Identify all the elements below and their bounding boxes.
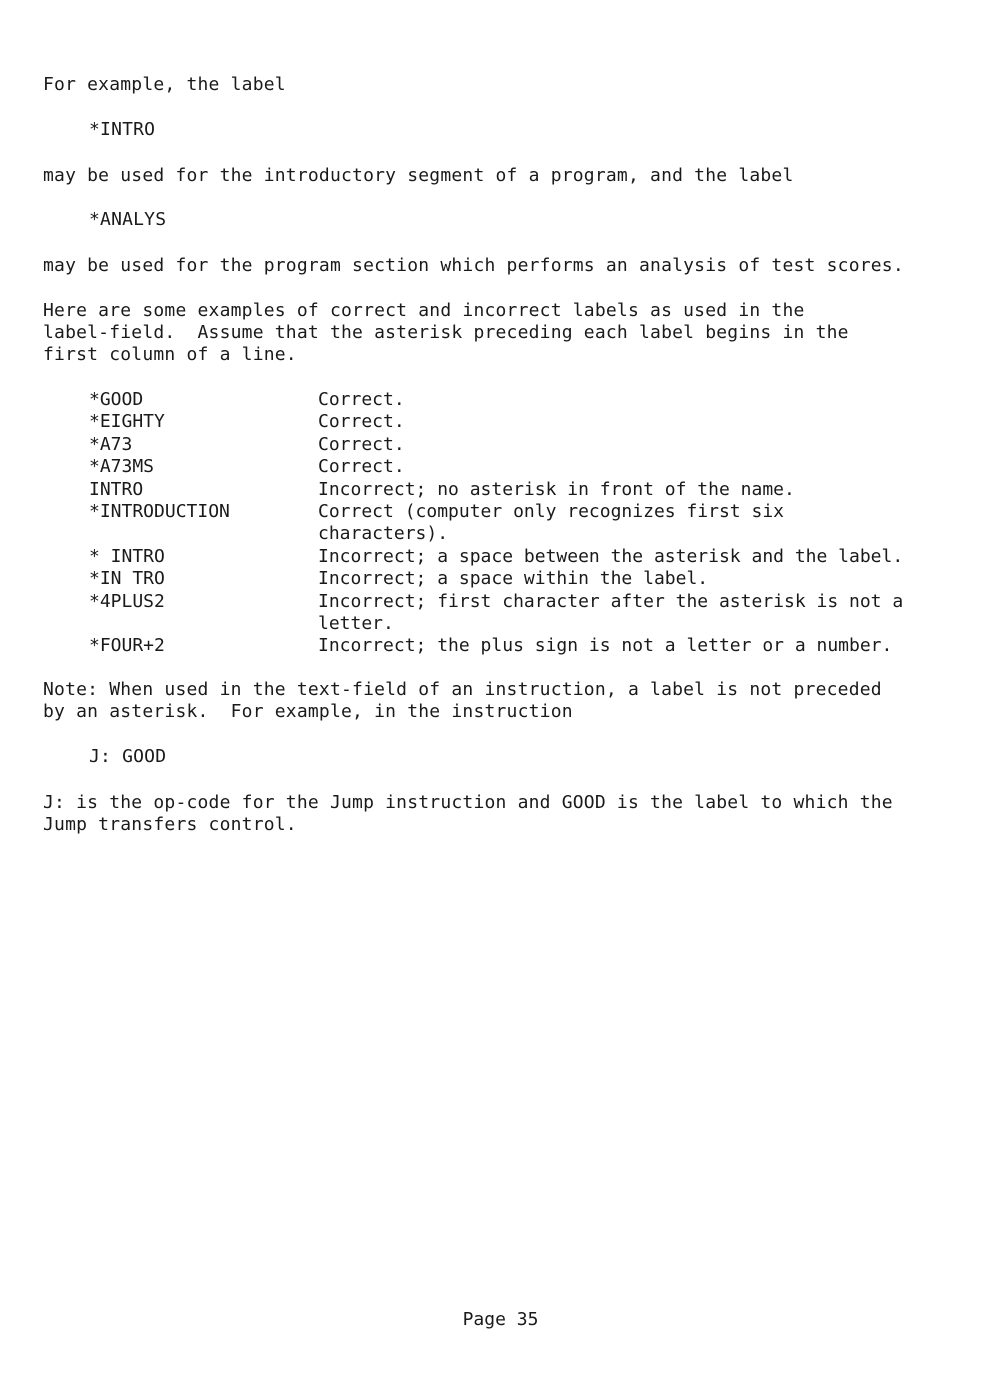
paragraph-examples-line3: first column of a line.	[43, 344, 297, 365]
example-label: *IN TRO	[89, 568, 165, 590]
example-result: Incorrect; a space within the label.	[318, 568, 709, 590]
paragraph-examples-line1: Here are some examples of correct and incorrect labels as used in the	[43, 300, 805, 321]
example-row	[89, 434, 969, 456]
example-row	[89, 635, 969, 657]
example-row	[89, 479, 969, 501]
example-row	[89, 591, 969, 636]
example-result: Correct.	[318, 411, 405, 433]
example-label: *GOOD	[89, 389, 144, 410]
example-result: Incorrect; a space between the asterisk and the label.	[318, 545, 904, 567]
example-label: *EIGHTY	[89, 411, 165, 433]
example-label: * INTRO	[89, 545, 165, 567]
paragraph-examples-line2: label-field. Assume that the asterisk preceding each label begins in the	[43, 322, 849, 343]
example-label: *FOUR+2	[89, 635, 165, 657]
label-examples-table	[89, 389, 969, 658]
example-label: *4PLUS2	[89, 590, 165, 612]
example-row	[89, 456, 969, 478]
example-label: INTRO	[89, 478, 144, 500]
example-result: Correct.	[318, 433, 405, 455]
paragraph-intro: For example, the label	[43, 74, 286, 95]
note-line1: Note: When used in the text-field of an instruction, a label is not preceded	[43, 679, 882, 700]
paragraph-analys-usage: may be used for the program section which performs an analysis of test scores.	[43, 255, 904, 276]
example-result: Incorrect; no asterisk in front of the name.	[318, 478, 795, 500]
example-label: *A73	[89, 433, 133, 455]
example-row	[89, 389, 969, 411]
code-example-analys: *ANALYS	[89, 209, 167, 230]
example-row	[89, 501, 969, 546]
example-result: Incorrect; first character after the asterisk is not a letter.	[318, 590, 904, 635]
code-example-jump: J: GOOD	[89, 746, 167, 767]
example-row	[89, 411, 969, 433]
page-number: Page 35	[462, 1309, 539, 1330]
example-row	[89, 546, 969, 568]
example-label: *A73MS	[89, 456, 155, 478]
note-line3: J: is the op-code for the Jump instruction and GOOD is the label to which the	[43, 792, 893, 813]
note-line4: Jump transfers control.	[43, 814, 297, 835]
note-line2: by an asterisk. For example, in the instruction	[43, 701, 573, 722]
code-example-intro: *INTRO	[89, 119, 156, 140]
example-row	[89, 568, 969, 590]
example-result: Correct.	[318, 389, 405, 410]
example-result: Correct.	[318, 456, 405, 478]
example-result: Correct (computer only recognizes first six characters).	[318, 501, 784, 545]
example-result: Incorrect; the plus sign is not a letter or a number.	[318, 635, 893, 657]
example-label: *INTRODUCTION	[89, 501, 230, 523]
paragraph-intro-usage: may be used for the introductory segment of a program, and the label	[43, 165, 794, 186]
